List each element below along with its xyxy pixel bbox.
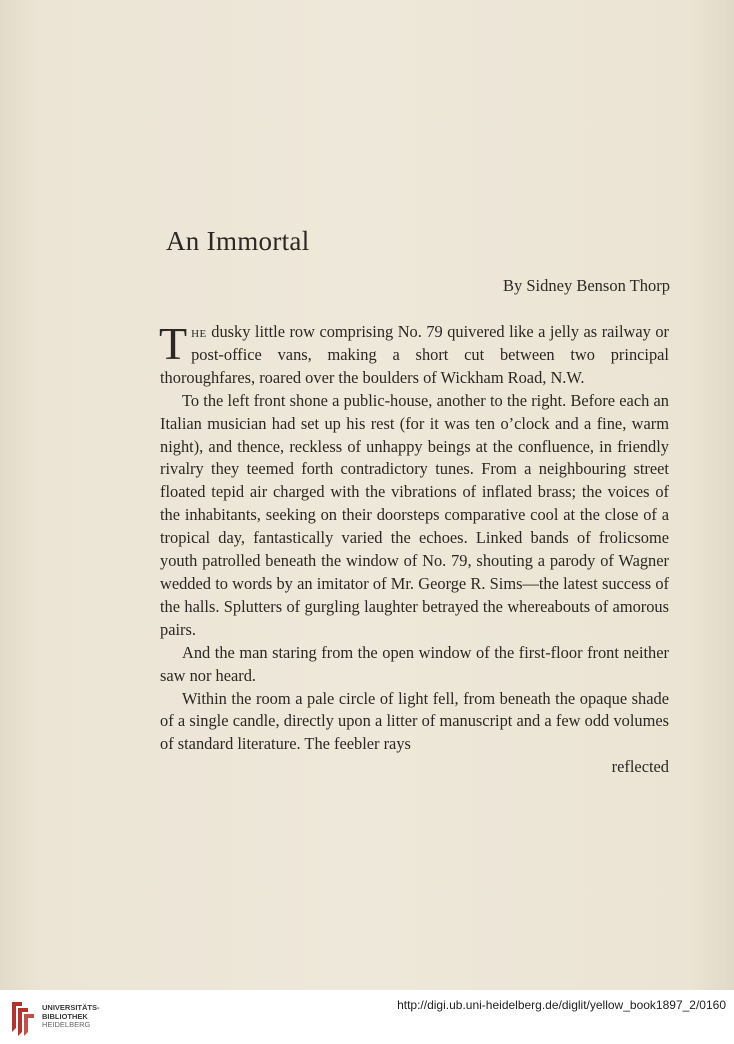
- opening-small-caps: he: [191, 322, 207, 341]
- library-name-line-1: UNIVERSITÄTS-: [42, 1003, 100, 1012]
- digitization-footer: [0, 990, 734, 1044]
- paragraph-1: [159, 318, 669, 390]
- paragraph-1-text: dusky little row comprising No. 79 quivered like a jelly as railway or post-office vans, making a short cut between two principal thoroughfares, roared over the boulders of Wickham Road, N.W.: [160, 322, 669, 387]
- author-byline: By Sidney Benson Thorp: [503, 276, 670, 295]
- library-name: [42, 1004, 100, 1030]
- article-body: [159, 318, 669, 779]
- paragraph-4: Within the room a pale circle of light fell, from beneath the opaque shade of a single candle, directly upon a litter of manuscript and a few odd volumes of standard literature. The feebler rays: [160, 688, 669, 754]
- library-name-line-2: BIBLIOTHEK: [42, 1011, 88, 1021]
- show-through-bleed: [380, 70, 660, 290]
- source-url-link[interactable]: http://digi.ub.uni-heidelberg.de/diglit/yellow_book1897_2/0160: [397, 998, 726, 1012]
- story-title: An Immortal: [166, 226, 310, 256]
- paragraph-3: And the man staring from the open window of the first-floor front neither saw nor heard.: [160, 642, 669, 685]
- drop-cap: T: [159, 318, 188, 369]
- library-name-line-3: HEIDELBERG: [42, 1020, 91, 1029]
- catchword: reflected: [611, 757, 669, 777]
- library-logo-icon: [8, 998, 38, 1036]
- paragraph-2: To the left front shone a public-house, another to the right. Before each an Italian musician had set up his rest (for it was ten o’clock and a fine, warm night), and thence, reckless of unhappy beings at the confluence, in friendly rivalry they teemed forth contradictory tunes. From a neighbouring street floated tepid air charged with the vibrations of inflated brass; the voices of the inhabitants, seeking on their doorsteps comparative cool at the close of a tropical day, fantastically varied the echoes. Linked bands of frolicsome youth patrolled beneath the window of No. 79, shouting a parody of Wagner wedded to words by an imitator of Mr. George R. Sims—the latest success of the halls. Splutters of gurgling laughter betrayed the whereabouts of amorous pairs.: [160, 390, 669, 639]
